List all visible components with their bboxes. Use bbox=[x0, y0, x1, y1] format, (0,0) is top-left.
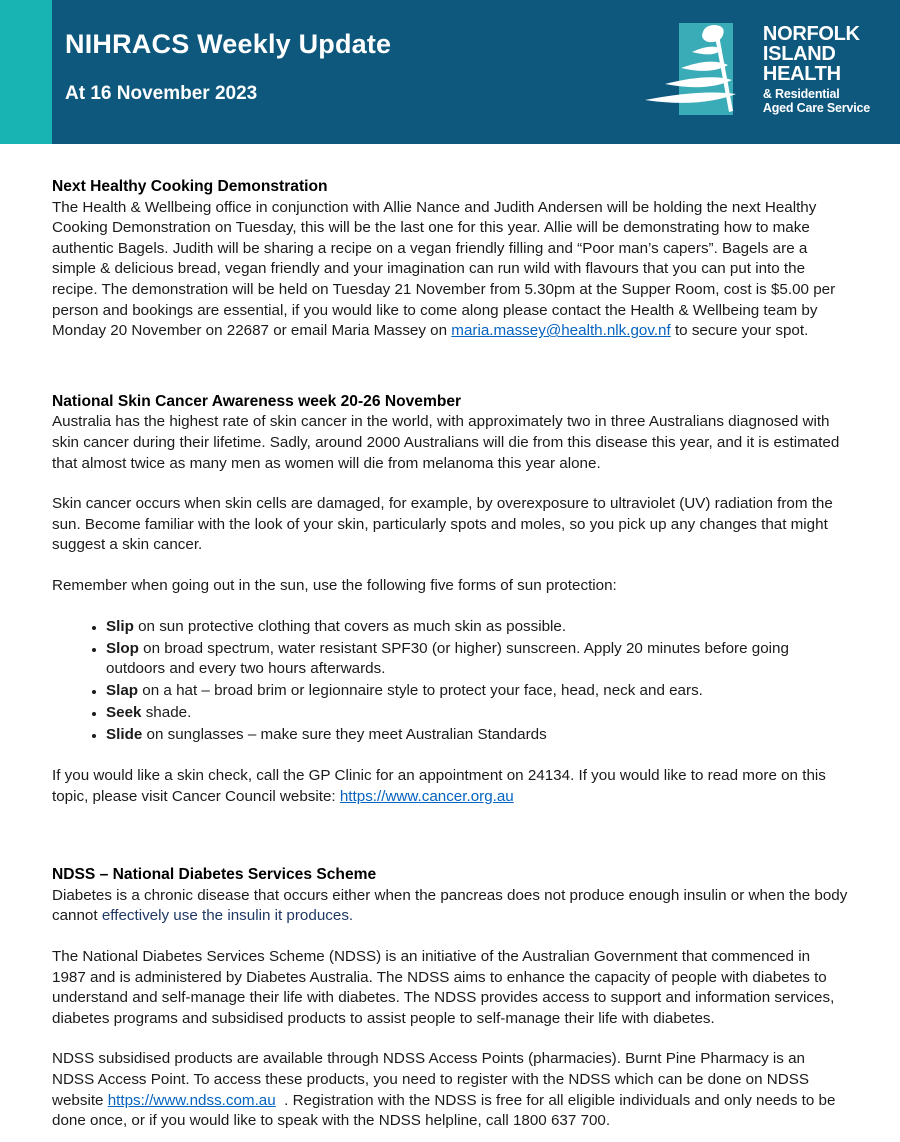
ndss-paragraph-1 bbox=[52, 886, 848, 927]
ndss-text-before-link: NDSS subsidised products are available through NDSS Access Points (pharmacies). Burnt Pine Pharmacy is an NDSS Access Point. To access these products, you need to register with the NDSS which can be done on NDSS website bbox=[52, 1050, 809, 1109]
org-logo bbox=[643, 21, 870, 117]
bold-keyword: Slop bbox=[106, 639, 139, 657]
newsletter-date: At 16 November 2023 bbox=[65, 83, 258, 104]
skin-paragraph-3: Remember when going out in the sun, use the following five forms of sun protection: bbox=[52, 576, 617, 594]
bullet-text: on sun protective clothing that covers as much skin as possible. bbox=[133, 617, 567, 635]
ndss-paragraph-2: The National Diabetes Services Scheme (NDSS) is an initiative of the Australian Government that commenced in 1987 and is administered by Diabetes Australia. The NDSS aims to enhance the capacity of people with diabetes to understand and self-manage their life with diabetes. The NDSS provides access to support and information services, diabetes programs and subsidised products to assist people to self-manage their life with diabetes. bbox=[52, 948, 835, 1027]
newsletter-title: NIHRACS Weekly Update bbox=[65, 29, 392, 59]
accent-stripe bbox=[0, 0, 52, 144]
logo-org-name-line: NORFOLK bbox=[762, 23, 860, 45]
section-cooking-demo bbox=[52, 177, 848, 342]
ndss-paragraph-3 bbox=[52, 1049, 848, 1131]
cooking-text-after-link: to secure your spot. bbox=[670, 322, 809, 340]
logo-org-subtitle-line: & Residential bbox=[762, 87, 840, 101]
bullet-text: on a hat – broad brim or legionnaire style to protect your face, head, neck and ears. bbox=[138, 682, 703, 700]
ndss-text-black: Diabetes is a chronic disease that occurs either when the pancreas does not produce enough insulin or when the body cannot bbox=[52, 886, 848, 925]
section-heading-ndss: NDSS – National Diabetes Services Scheme bbox=[52, 866, 377, 884]
section-skin-cancer bbox=[52, 392, 848, 808]
section-heading-skin-cancer: National Skin Cancer Awareness week 20-26 November bbox=[52, 392, 462, 410]
logo-org-name-line: HEALTH bbox=[762, 63, 841, 85]
bullet-item-slip bbox=[106, 617, 848, 638]
cooking-text-before-link: The Health & Wellbeing office in conjunction with Allie Nance and Judith Andersen will be holding the next Healthy Cooking Demonstration on Tuesday, this will be the last one for this year. Allie will be demonstrating how to make authentic Bagels. Judith will be sharing a recipe on a vegan friendly filling and “Poor man’s capers”. Bagels are a simple & delicious bread, vegan friendly and your imagination can run wild with flavours that you can put into the recipe. The demonstration will be held on Tuesday 21 November from 5.30pm at the Supper Room, cost is $5.00 per person and bookings are essential, if you would like to come along please contact the Health & Wellbeing team by Monday 20 November on 22687 or email Maria Massey on bbox=[52, 198, 836, 340]
bold-keyword: Seek bbox=[106, 704, 142, 722]
logo-org-name-line: ISLAND bbox=[762, 43, 836, 65]
skin-paragraph-1: Australia has the highest rate of skin cancer in the world, with approximately two in three Australians diagnosed with skin cancer during their lifetime. Sadly, around 2000 Australians will die from this disease this year, and it is estimated that almost twice as many men as women will die from melanoma this year alone. bbox=[52, 413, 840, 472]
sun-protection-bullet-list bbox=[52, 617, 848, 747]
skin-paragraph-2: Skin cancer occurs when skin cells are damaged, for example, by overexposure to ultraviolet (UV) radiation from the sun. Become familiar with the look of your skin, particularly spots and moles, so you pick up any changes that might suggest a skin cancer. bbox=[52, 495, 833, 554]
cooking-paragraph bbox=[52, 198, 848, 342]
bullet-text: on sunglasses – make sure they meet Australian Standards bbox=[142, 726, 547, 744]
logo-org-subtitle-line: Aged Care Service bbox=[762, 101, 870, 115]
bullet-item-slop bbox=[106, 639, 848, 680]
bullet-item-slide bbox=[106, 725, 848, 746]
bullet-item-seek bbox=[106, 703, 848, 724]
email-link-maria-massey[interactable]: maria.massey@health.nlk.gov.nf bbox=[451, 322, 671, 340]
ndss-website-link[interactable]: https://www.ndss.com.au bbox=[107, 1091, 276, 1109]
bold-keyword: Slip bbox=[106, 617, 134, 635]
cancer-council-link[interactable]: https://www.cancer.org.au bbox=[339, 787, 514, 805]
norfolk-pine-icon bbox=[643, 21, 755, 117]
org-logo-text bbox=[763, 21, 870, 115]
newsletter-content bbox=[0, 177, 900, 1132]
skin-paragraph-4 bbox=[52, 766, 848, 807]
header-banner bbox=[0, 0, 900, 144]
bold-keyword: Slide bbox=[106, 726, 143, 744]
bullet-text: on broad spectrum, water resistant SPF30 (or higher) sunscreen. Apply 20 minutes before going outdoors and every two hours afterwards. bbox=[106, 639, 789, 678]
bullet-text: shade. bbox=[141, 704, 192, 722]
bullet-item-slap bbox=[106, 681, 848, 702]
section-ndss bbox=[52, 865, 848, 1132]
skin-text-before-link: If you would like a skin check, call the GP Clinic for an appointment on 24134. If you would like to read more on this topic, please visit Cancer Council website: bbox=[52, 767, 826, 805]
ndss-text-after-link: . Registration with the NDSS is free for all eligible individuals and only needs to be done once, or if you would like to speak with the NDSS helpline, call 1800 637 700. bbox=[52, 1091, 836, 1130]
section-heading-cooking: Next Healthy Cooking Demonstration bbox=[52, 178, 328, 195]
ndss-text-navy: effectively use the insulin it produces. bbox=[101, 907, 354, 925]
header-text-block bbox=[52, 0, 391, 144]
bold-keyword: Slap bbox=[106, 682, 139, 700]
